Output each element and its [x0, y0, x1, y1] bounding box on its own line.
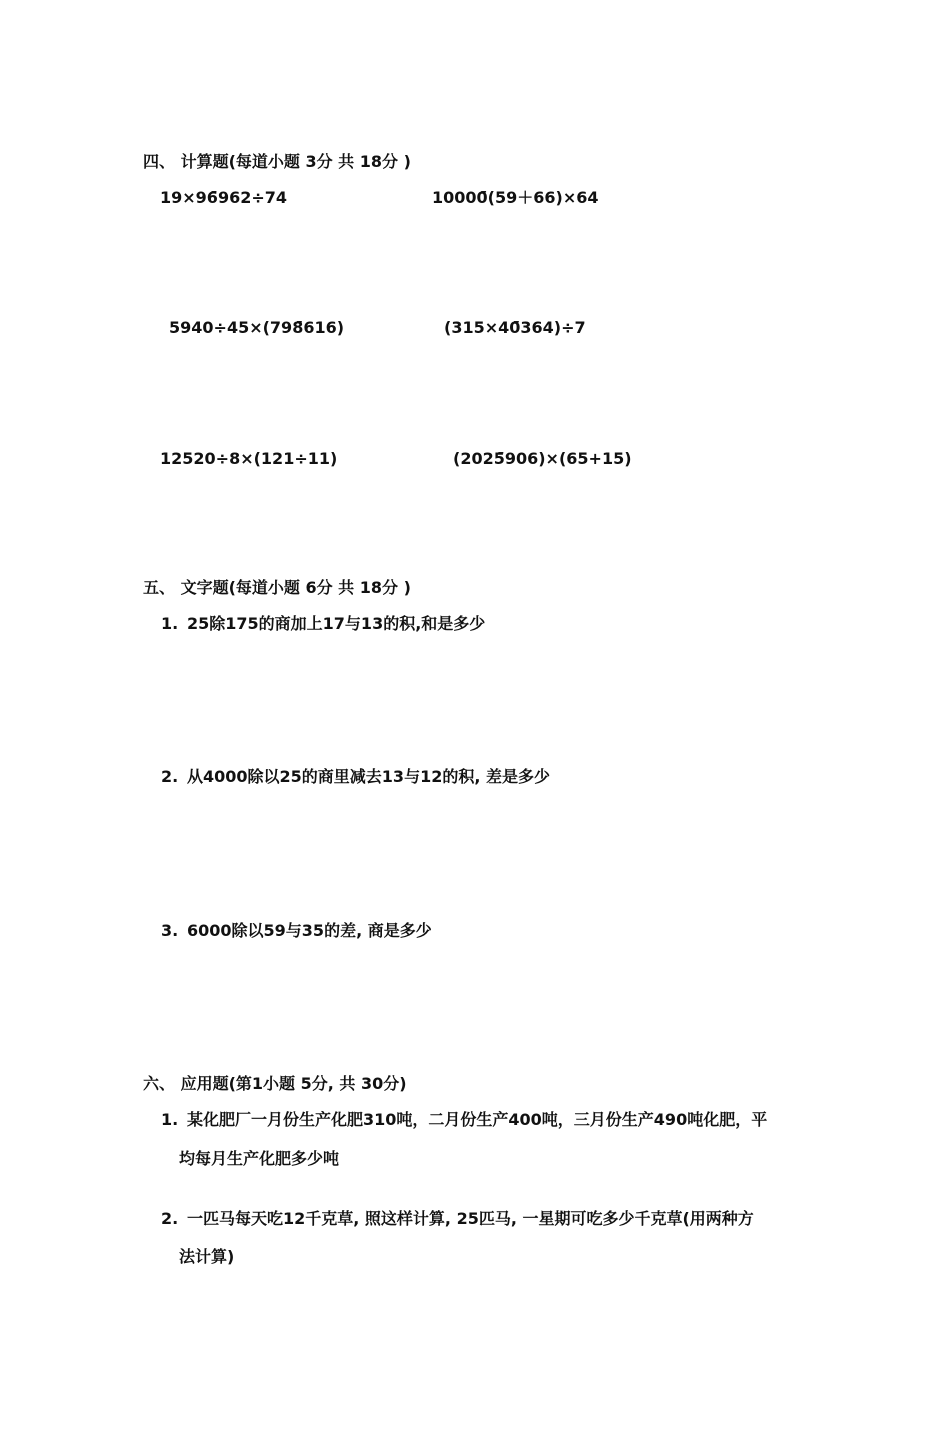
- calc-problem-1: 19×96̄962÷74: [160, 188, 288, 207]
- calc-problem-4: (315×40̄364)÷7: [444, 318, 586, 337]
- section-6-heading: 六、 应用题(第1小题 5分, 共 30分): [143, 1074, 407, 1093]
- calc-problem-5: 12520÷8×(121÷11): [160, 449, 338, 468]
- app-question-2-line-1: 一匹马每天吃12千克草, 照这样计算, 25匹马, 一星期可吃多少千克草(用两种方: [187, 1209, 754, 1228]
- word-question-1-number: 1.: [161, 614, 179, 633]
- word-question-3-number: 3.: [161, 921, 179, 940]
- app-question-1-line-1: 某化肥厂一月份生产化肥310吨，二月份生产400吨，三月份生产490吨化肥，平: [187, 1110, 768, 1129]
- calc-problem-6: (2025̄906)×(65+15): [453, 449, 632, 468]
- section-4-heading: 四、 计算题(每道小题 3分 共 18分 ): [143, 152, 411, 171]
- app-question-1-number: 1.: [161, 1110, 179, 1129]
- word-question-2-number: 2.: [161, 767, 179, 786]
- app-question-1-line-2: 均每月生产化肥多少吨: [179, 1149, 340, 1168]
- calc-problem-3: 5940÷45×(798̄616): [169, 318, 345, 337]
- app-question-2-line-2: 法计算): [179, 1247, 235, 1266]
- word-question-2-text: 从4000除以25的商里减去13与12的积, 差是多少: [187, 767, 550, 786]
- word-question-3-text: 6000除以59与35的差, 商是多少: [187, 921, 432, 940]
- word-question-1-text: 25除175的商加上17与13的积,和是多少: [187, 614, 486, 633]
- app-question-2-number: 2.: [161, 1209, 179, 1228]
- calc-problem-2: 10000̄(59＋66)×64: [432, 188, 599, 207]
- section-5-heading: 五、 文字题(每道小题 6分 共 18分 ): [143, 578, 411, 597]
